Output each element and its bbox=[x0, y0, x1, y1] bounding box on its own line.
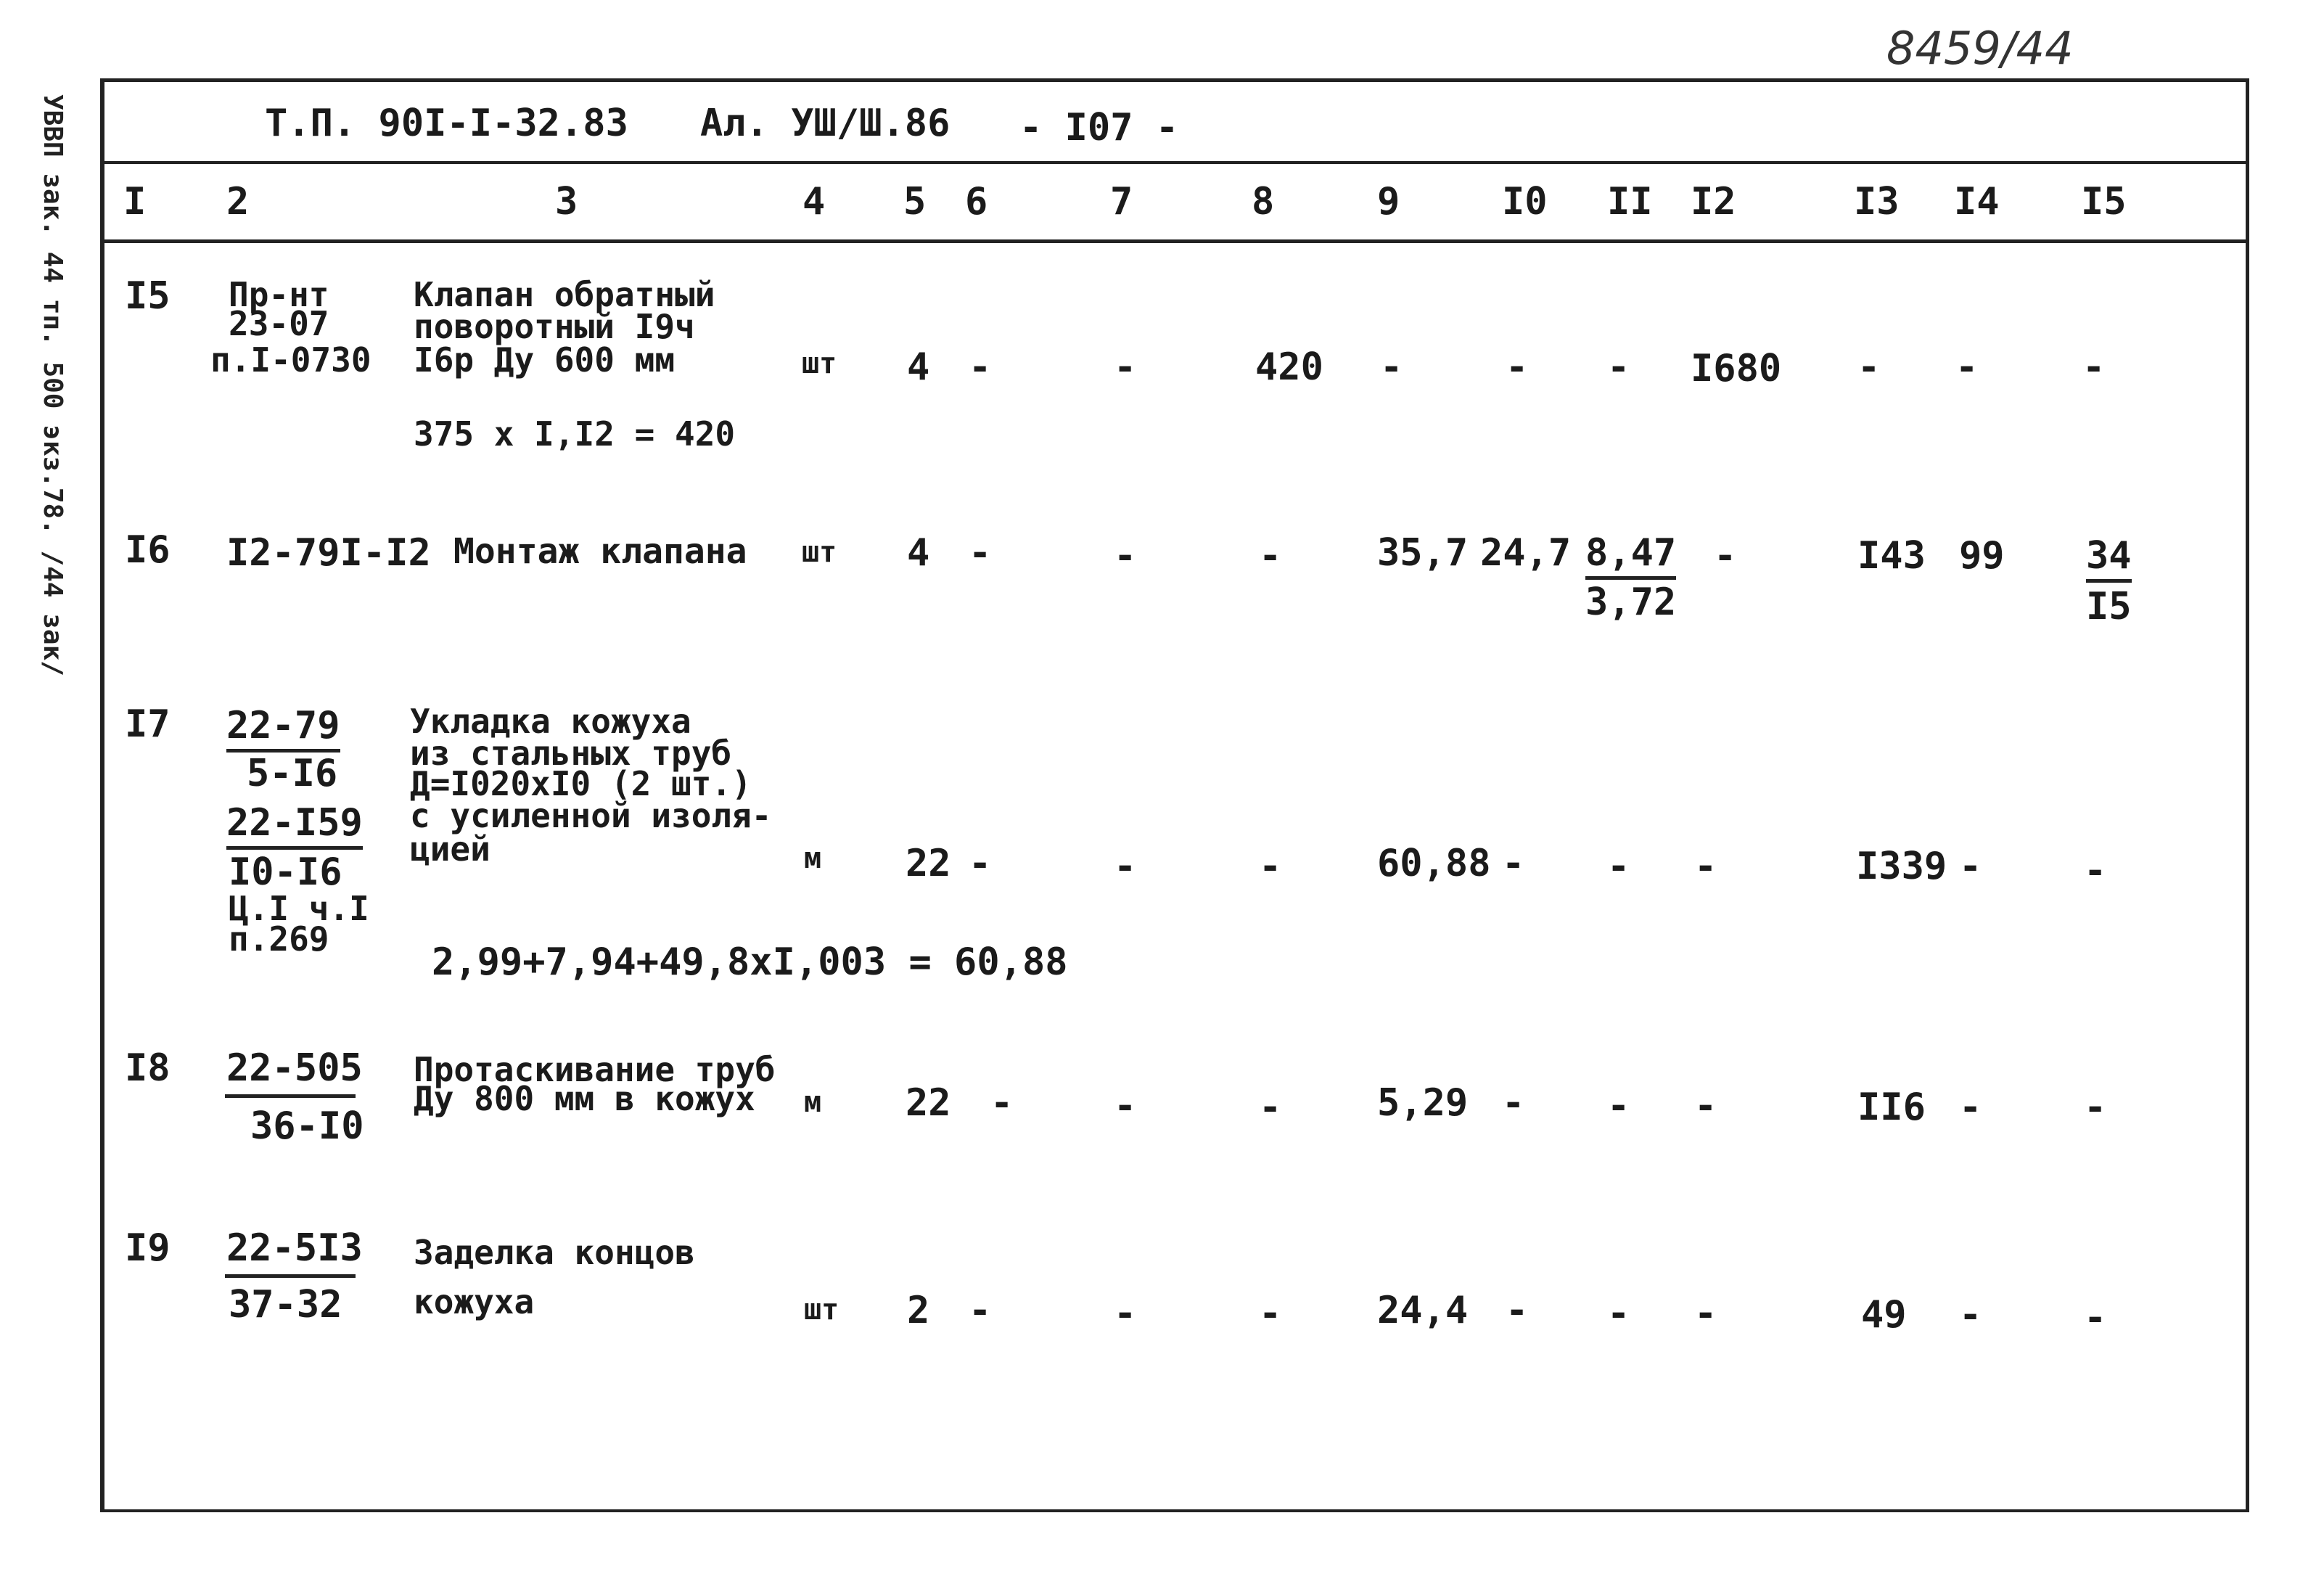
row-code-denominator: I0-I6 bbox=[229, 850, 342, 894]
cell-col11: - bbox=[1607, 345, 1630, 389]
cell-col15-denominator: I5 bbox=[2086, 585, 2132, 628]
cell-col15: - bbox=[2082, 345, 2106, 389]
cell-col11-denominator: 3,72 bbox=[1585, 581, 1677, 624]
col-header-5: 5 bbox=[903, 180, 927, 224]
cell-col14: - bbox=[1959, 1293, 1982, 1337]
cell-col11: - bbox=[1607, 845, 1630, 888]
row-number: I7 bbox=[125, 702, 171, 746]
cell-col6: - bbox=[969, 345, 992, 389]
row-code-line: Пр-нт bbox=[229, 275, 329, 314]
cell-col6: - bbox=[969, 842, 992, 885]
row-number: I5 bbox=[125, 274, 171, 318]
cell-col13: 49 bbox=[1861, 1293, 1907, 1337]
cell-col10: - bbox=[1502, 842, 1525, 885]
cell-unit: шт bbox=[804, 1293, 839, 1326]
row-number: I8 bbox=[125, 1046, 171, 1090]
cell-col8: - bbox=[1259, 845, 1282, 888]
col-header-11: II bbox=[1607, 180, 1653, 224]
column-header-divider bbox=[100, 239, 2249, 243]
cell-col14: - bbox=[1955, 345, 1979, 389]
row-name-line: кожуха bbox=[414, 1282, 535, 1321]
cell-col10: - bbox=[1506, 345, 1529, 389]
row-name-line: поворотный I9ч bbox=[414, 307, 695, 346]
cell-col8: - bbox=[1259, 1086, 1282, 1129]
row-name-line: Заделка концов bbox=[414, 1233, 695, 1272]
cell-col9: 5,29 bbox=[1377, 1081, 1469, 1125]
cell-col8: - bbox=[1259, 1292, 1282, 1335]
row-code-line: 23-07 bbox=[229, 304, 329, 343]
project-code: Т.П. 90I-I-32.83 bbox=[265, 102, 628, 145]
row-name-line: Клапан обратный bbox=[414, 275, 715, 314]
cell-col10: - bbox=[1502, 1081, 1525, 1125]
row-code-denominator: 37-32 bbox=[229, 1283, 342, 1326]
row-code-denominator: 36-I0 bbox=[250, 1104, 364, 1148]
col-header-9: 9 bbox=[1377, 180, 1400, 224]
row-code-numerator: 22-505 bbox=[226, 1046, 363, 1090]
cell-col15: - bbox=[2084, 1086, 2107, 1129]
cell-col13: II6 bbox=[1857, 1086, 1926, 1129]
row-code-line: п.269 bbox=[229, 919, 329, 959]
cell-col7: - bbox=[1114, 1084, 1137, 1128]
col-header-3: 3 bbox=[555, 180, 578, 224]
header-divider bbox=[100, 161, 2249, 164]
col-header-6: 6 bbox=[965, 180, 988, 224]
col-header-12: I2 bbox=[1691, 180, 1736, 224]
cell-qty: 4 bbox=[907, 531, 930, 575]
cell-col9: - bbox=[1380, 345, 1403, 389]
row-name-line: Д=I020хI0 (2 шт.) bbox=[410, 764, 752, 803]
cell-col7: - bbox=[1114, 845, 1137, 888]
archive-stamp: 8459/44 bbox=[1886, 22, 2074, 75]
row-name-line: Протаскивание труб bbox=[414, 1050, 776, 1089]
row-code-numerator: 22-I59 bbox=[226, 801, 363, 850]
cell-col9: 24,4 bbox=[1377, 1289, 1469, 1332]
cell-col8: 420 bbox=[1255, 345, 1323, 389]
col-header-2: 2 bbox=[226, 180, 250, 224]
col-header-1: I bbox=[123, 180, 147, 224]
cell-col7: - bbox=[1114, 534, 1137, 578]
cell-qty: 22 bbox=[906, 1081, 951, 1125]
row-number: I9 bbox=[125, 1226, 171, 1270]
row-code-denominator: 5-I6 bbox=[247, 752, 338, 795]
cell-col8: - bbox=[1259, 534, 1282, 578]
row-code-line: п.I-0730 bbox=[210, 340, 371, 380]
col-header-4: 4 bbox=[802, 180, 826, 224]
cell-col14: 99 bbox=[1959, 534, 2005, 578]
margin-print-note: УВВП зак. 44 тп. 500 экз.78. /44 зак/ bbox=[38, 94, 67, 676]
col-header-14: I4 bbox=[1954, 180, 2000, 224]
cell-col15-numerator: 34 bbox=[2086, 534, 2132, 583]
row-name-line: Ду 800 мм в кожух bbox=[414, 1079, 755, 1118]
cell-col13: I43 bbox=[1857, 534, 1926, 578]
cell-qty: 2 bbox=[907, 1289, 930, 1332]
cell-col12: - bbox=[1694, 1084, 1717, 1128]
cell-col15: - bbox=[2084, 1296, 2107, 1340]
row-code-line: Ц.I ч.I bbox=[229, 889, 369, 928]
row-name-line: с усиленной изоля- bbox=[410, 796, 772, 835]
cell-unit: шт bbox=[802, 536, 837, 569]
cell-col6: - bbox=[969, 531, 992, 575]
col-header-10: I0 bbox=[1502, 180, 1548, 224]
cell-col11-numerator: 8,47 bbox=[1585, 531, 1676, 580]
page-number: - I07 - bbox=[1019, 106, 1179, 149]
cell-qty: 4 bbox=[907, 345, 930, 389]
cell-col13: - bbox=[1857, 345, 1881, 389]
cell-col12: - bbox=[1694, 845, 1717, 888]
row-code-fraction-line bbox=[225, 1094, 356, 1098]
cell-col11: - bbox=[1607, 1084, 1630, 1128]
cell-col13: I339 bbox=[1856, 845, 1947, 888]
cell-col10: - bbox=[1506, 1289, 1529, 1332]
cell-col12: - bbox=[1694, 1292, 1717, 1335]
row-code-numerator: 22-5I3 bbox=[226, 1226, 363, 1270]
row-code-numerator: 22-79 bbox=[226, 704, 340, 753]
col-header-13: I3 bbox=[1854, 180, 1900, 224]
cell-col11: - bbox=[1607, 1292, 1630, 1335]
cell-col9: 35,7 bbox=[1377, 531, 1469, 575]
row-name-line: I6р Ду 600 мм bbox=[414, 340, 676, 380]
row-formula: 375 х I,I2 = 420 bbox=[414, 414, 736, 454]
cell-qty: 22 bbox=[906, 842, 951, 885]
cell-unit: м bbox=[804, 842, 822, 875]
cell-col12: - bbox=[1714, 534, 1737, 578]
album-number: Ал. УШ/Ш.86 bbox=[700, 102, 950, 145]
cell-unit: м bbox=[804, 1086, 822, 1119]
cell-col9: 60,88 bbox=[1377, 842, 1491, 885]
cell-col6: - bbox=[990, 1081, 1014, 1125]
col-header-7: 7 bbox=[1110, 180, 1133, 224]
row-code: I2-79I-I2 bbox=[226, 531, 431, 575]
cell-col14: - bbox=[1959, 1086, 1982, 1129]
row-number: I6 bbox=[125, 528, 171, 572]
cell-col14: - bbox=[1959, 845, 1982, 888]
row-name-line: Укладка кожуха bbox=[410, 702, 691, 741]
row-name-line: цией bbox=[410, 829, 490, 869]
col-header-8: 8 bbox=[1252, 180, 1275, 224]
col-header-15: I5 bbox=[2081, 180, 2127, 224]
cell-col10: 24,7 bbox=[1480, 531, 1572, 575]
row-name-line: из стальных труб bbox=[410, 734, 732, 773]
cell-col15: - bbox=[2084, 849, 2107, 893]
cell-col12: I680 bbox=[1691, 347, 1782, 390]
cell-col7: - bbox=[1114, 1292, 1137, 1335]
cell-col7: - bbox=[1114, 345, 1137, 389]
cell-col6: - bbox=[969, 1289, 992, 1332]
row-formula: 2,99+7,94+49,8хI,003 = 60,88 bbox=[432, 940, 1068, 984]
row-code-fraction-line bbox=[225, 1274, 356, 1278]
row-name: Монтаж клапана bbox=[453, 531, 747, 572]
cell-unit: шт bbox=[802, 347, 837, 380]
